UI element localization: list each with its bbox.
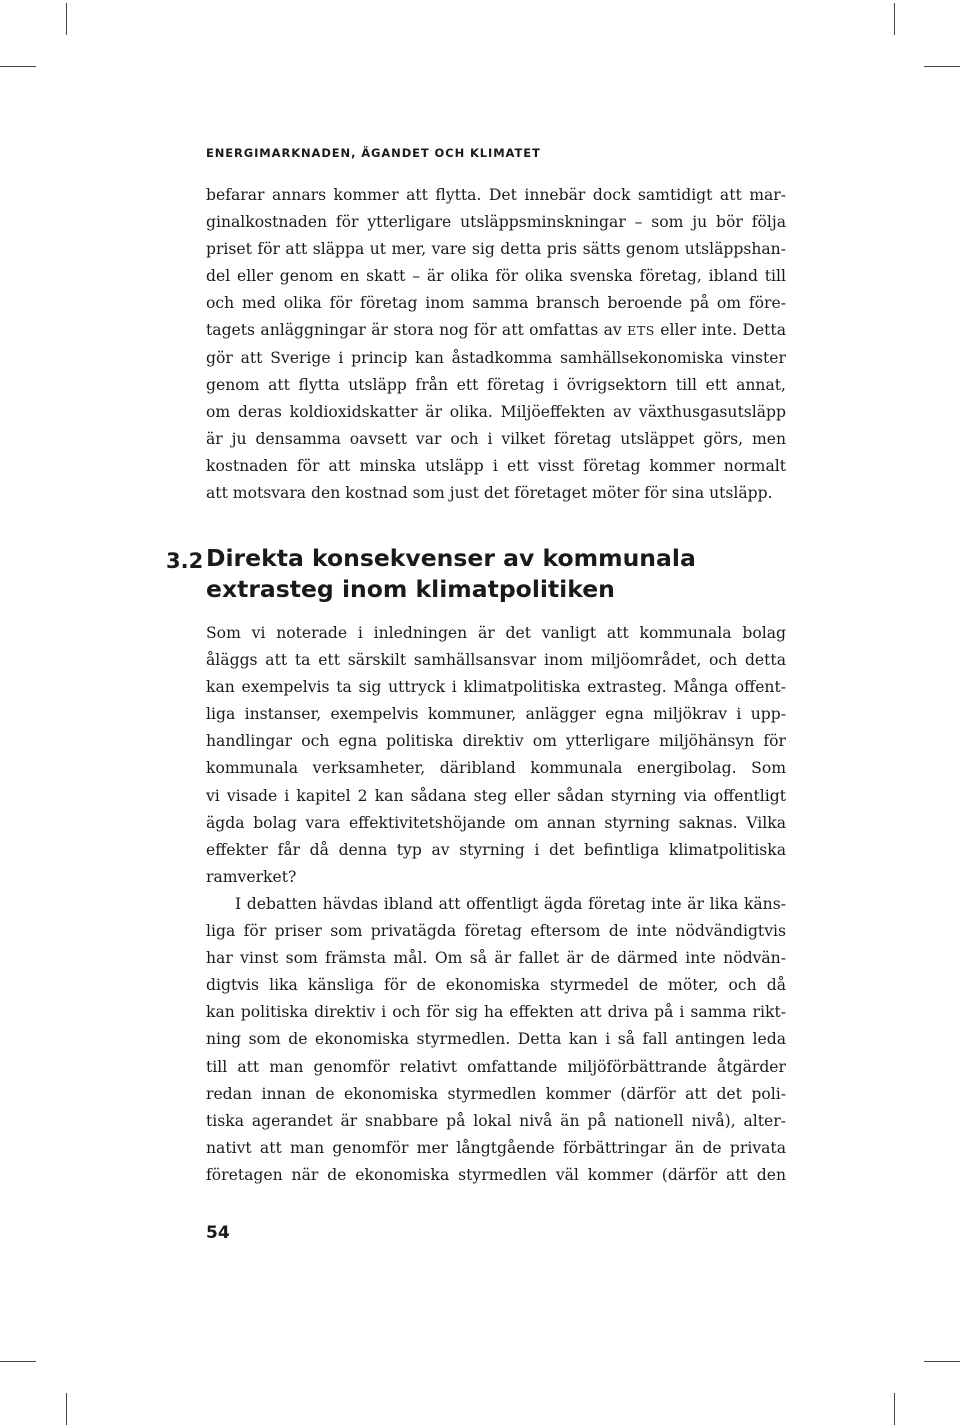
text-line: digtvis lika känsliga för de ekonomiska styrmedel de möter, och då: [206, 976, 786, 995]
section-heading: [206, 543, 786, 605]
text-line: liga för priser som privatägda företag eftersom de inte nödvändigtvis: [206, 922, 786, 941]
page-number: 54: [206, 1223, 230, 1243]
text-line: genom att flytta utsläpp från ett företag i övrigsektorn till ett annat,: [206, 375, 786, 394]
text-line: till att man genomför relativt omfattande miljöförbättrande åtgärder: [206, 1057, 786, 1076]
text-line: kan exempelvis ta sig uttryck i klimatpolitiska extrasteg. Många offent-: [206, 678, 786, 697]
text-line: [206, 317, 786, 344]
text-line: liga instanser, exempelvis kommuner, anlägger egna miljökrav i upp-: [206, 705, 786, 724]
crop-mark-bottom-right-vertical: [894, 1393, 895, 1425]
crop-mark-top-left-vertical: [66, 3, 67, 35]
paragraph-2: [206, 620, 786, 891]
crop-mark-bottom-left-horizontal: [0, 1361, 36, 1362]
text-line: om deras koldioxidskatter är olika. Miljöeffekten av växthusgasutsläpp: [206, 402, 786, 421]
text-line: kostnaden för att minska utsläpp i ett visst företag kommer normalt: [206, 456, 786, 475]
text-line: kan politiska direktiv i och för sig ha effekten att driva på i samma rikt-: [206, 1003, 786, 1022]
text-segment: eller inte. Detta: [654, 321, 786, 340]
abbreviation-ets: ETS: [627, 323, 655, 339]
text-line: företagen när de ekonomiska styrmedlen väl kommer (därför att den: [206, 1165, 786, 1184]
text-line: Som vi noterade i inledningen är det vanligt att kommunala bolag: [206, 624, 786, 642]
text-line: befarar annars kommer att flytta. Det innebär dock samtidigt att mar-: [206, 186, 786, 204]
text-line: ramverket?: [206, 867, 297, 886]
running-head: ENERGIMARKNADEN, ÄGANDET OCH KLIMATET: [206, 146, 541, 160]
text-line: redan innan de ekonomiska styrmedlen kommer (därför att det poli-: [206, 1084, 786, 1103]
text-line: gör att Sverige i princip kan åstadkomma samhällsekonomiska vinster: [206, 348, 786, 367]
crop-mark-top-right-horizontal: [924, 66, 960, 67]
crop-mark-top-right-vertical: [894, 3, 895, 35]
text-line: ägda bolag vara effektivitetshöjande om annan styrning saknas. Vilka: [206, 813, 786, 832]
text-line: att motsvara den kostnad som just det företaget möter för sina utsläpp.: [206, 484, 773, 503]
text-line: har vinst som främsta mål. Om så är fallet är de därmed inte nödvän-: [206, 949, 786, 968]
crop-mark-bottom-left-vertical: [66, 1393, 67, 1425]
text-line: handlingar och egna politiska direktiv om ytterligare miljöhänsyn för: [206, 732, 786, 751]
text-line: är ju densamma oavsett var och i vilket företag utsläppet görs, men: [206, 429, 786, 448]
paragraph-3: [206, 891, 786, 1189]
text-line: effekter får då denna typ av styrning i det befintliga klimatpolitiska: [206, 840, 786, 859]
text-line: nativt att man genomför mer långtgående förbättringar än de privata: [206, 1138, 786, 1157]
section-number: 3.2: [166, 549, 204, 573]
text-line: ning som de ekonomiska styrmedlen. Detta kan i så fall antingen leda: [206, 1030, 786, 1049]
text-segment: tagets anläggningar är stora nog för att omfattas av: [206, 321, 628, 340]
text-line: I debatten hävdas ibland att offentligt ägda företag inte är lika käns-: [235, 895, 786, 913]
text-line: åläggs att ta ett särskilt samhällsansvar inom miljöområdet, och detta: [206, 651, 786, 670]
text-line: vi visade i kapitel 2 kan sådana steg eller sådan styrning via offentligt: [206, 786, 786, 805]
text-line: och med olika för företag inom samma bransch beroende på om före-: [206, 294, 786, 313]
crop-mark-bottom-right-horizontal: [924, 1361, 960, 1362]
text-line: priset för att släppa ut mer, vare sig detta pris sätts genom utsläppshan-: [206, 240, 786, 259]
text-line: ginalkostnaden för ytterligare utsläppsminskningar – som ju bör följa: [206, 213, 786, 232]
text-line: del eller genom en skatt – är olika för olika svenska företag, ibland till: [206, 267, 786, 286]
text-line: kommunala verksamheter, däribland kommunala energibolag. Som: [206, 759, 786, 778]
section-heading-line: Direkta konsekvenser av kommunala: [206, 544, 696, 572]
paragraph-1: [206, 182, 786, 507]
text-line: tiska agerandet är snabbare på lokal nivå än på nationell nivå), alter-: [206, 1111, 786, 1130]
section-heading-line: extrasteg inom klimatpolitiken: [206, 575, 615, 603]
crop-mark-top-left-horizontal: [0, 66, 36, 67]
